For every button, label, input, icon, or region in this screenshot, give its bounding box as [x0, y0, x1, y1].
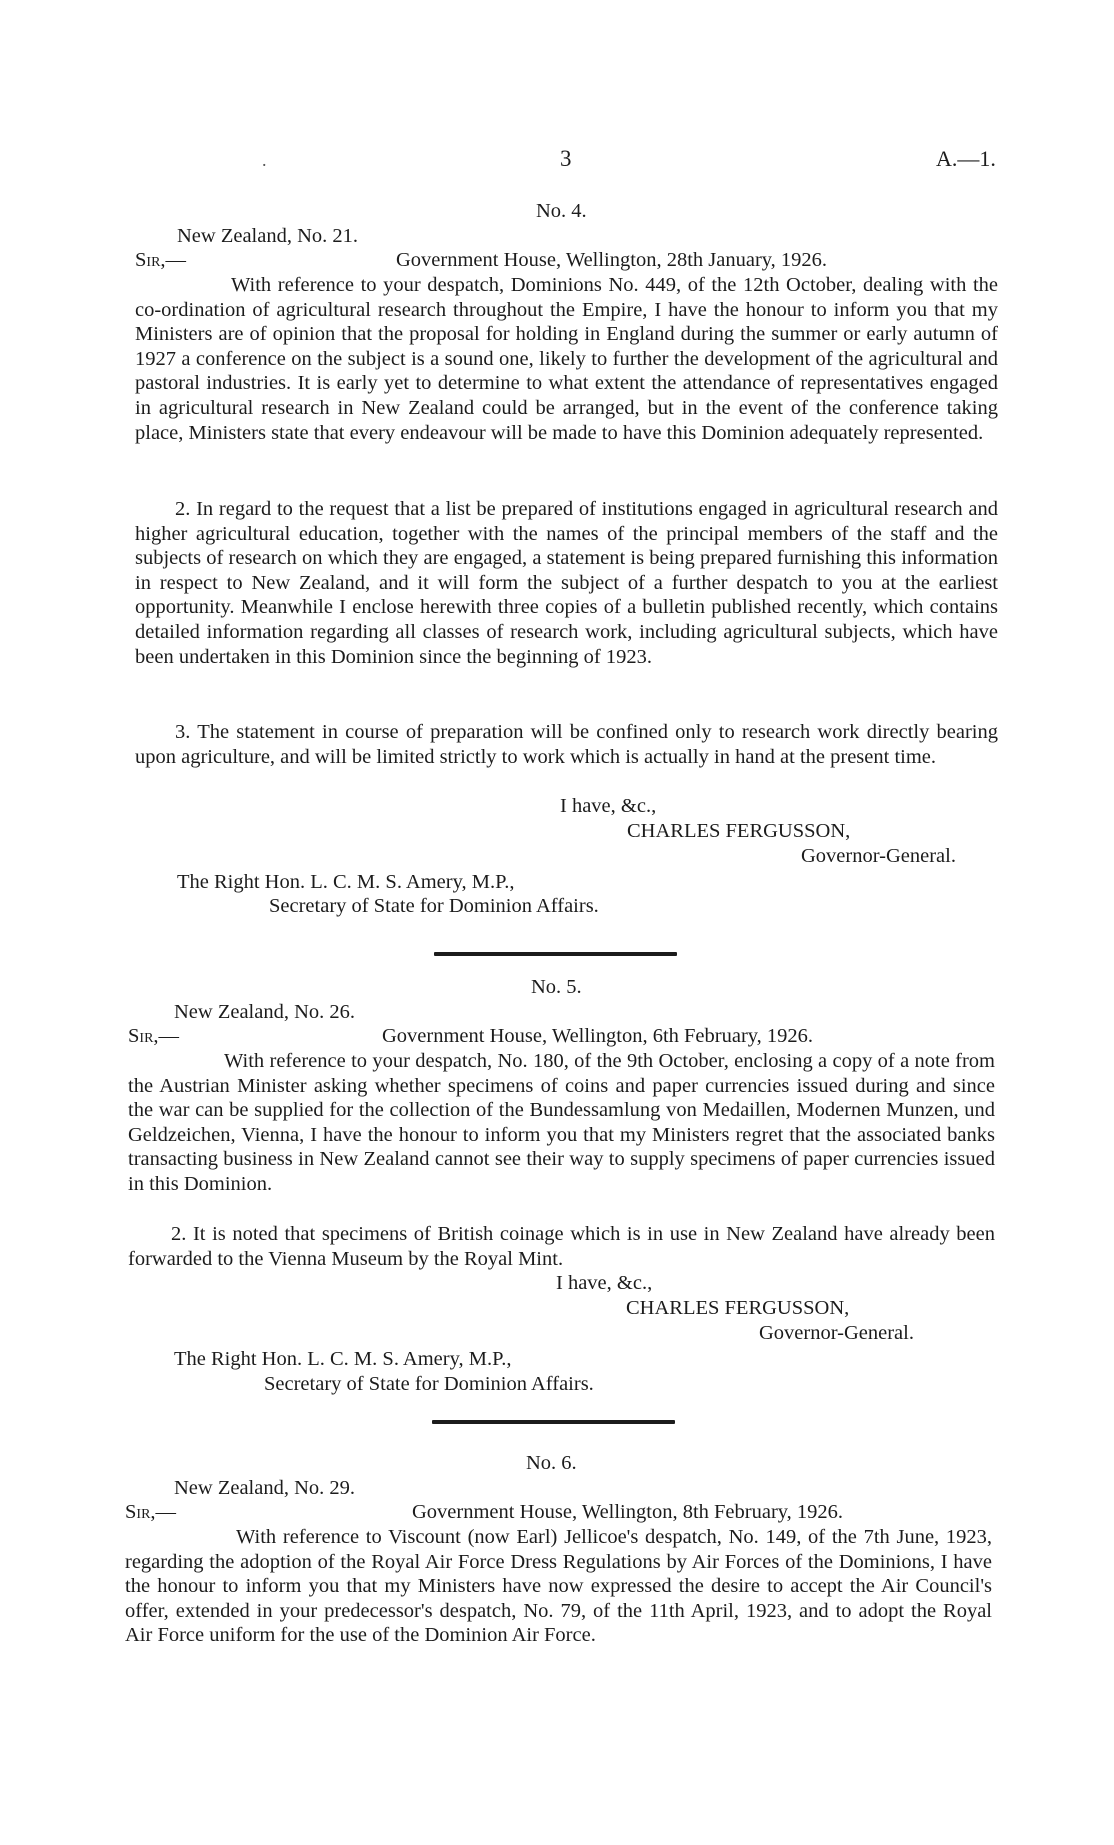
- despatch-5-signatory: CHARLES FERGUSSON,: [626, 1297, 850, 1319]
- despatch-4-signatory-title: Governor-General.: [801, 845, 956, 867]
- despatch-4-place-date: Government House, Wellington, 28th January, 1926.: [396, 249, 828, 271]
- despatch-5-salutation: Sir,—: [128, 1025, 180, 1047]
- despatch-4-number: No. 4.: [536, 200, 587, 222]
- despatch-5-closing: I have, &c.,: [556, 1272, 653, 1294]
- despatch-4-signatory: CHARLES FERGUSSON,: [627, 820, 851, 842]
- despatch-4-salutation: Sir,—: [135, 249, 187, 271]
- despatch-6-salutation: Sir,—: [125, 1501, 177, 1523]
- despatch-6-paragraph-1: With reference to Viscount (now Earl) Jellicoe's despatch, No. 149, of the 7th June, 1923, regarding the adoption of the Royal Air Force Dress Regulations by Air Forces of the Dominions, I have the honour to inform you that my Ministers have now expressed the desire to accept the Air Council's offer, extended in your predecessor's despatch, No. 79, of the 11th April, 1923, and to adopt the Royal Air Force uniform for the use of the Dominion Air Force.: [125, 1526, 992, 1647]
- despatch-5-number: No. 5.: [531, 976, 582, 998]
- despatch-4-addressee-title: Secretary of State for Dominion Affairs.: [269, 895, 599, 917]
- despatch-6-ref: New Zealand, No. 29.: [174, 1477, 356, 1499]
- despatch-4-paragraph-3: 3. The statement in course of preparation will be confined only to research work directly bearing upon agriculture, and will be limited strictly to work which is actually in hand at the present time.: [135, 721, 998, 768]
- section-divider: [432, 1420, 675, 1424]
- despatch-4-paragraph-1: With reference to your despatch, Dominions No. 449, of the 12th October, dealing with the co-ordination of agricultural research throughout the Empire, I have the honour to inform you that my Ministers are of opinion that the proposal for holding in England during the summer or early autumn of 1927 a conference on the subject is a sound one, likely to further the development of the agricultural and pastoral industries. It is early yet to determine to what extent the attendance of representatives engaged in agricultural research in New Zealand could be arranged, but in the event of the conference taking place, Ministers state that every endeavour will be made to have this Dominion adequately represented.: [135, 274, 998, 444]
- despatch-5-addressee-title: Secretary of State for Dominion Affairs.: [264, 1373, 594, 1395]
- despatch-4-paragraph-2: 2. In regard to the request that a list be prepared of institutions engaged in agricultural research and higher agricultural education, together with the names of the principal members of the staff and the subjects of research on which they are engaged, a statement is being prepared furnishing this information in respect to New Zealand, and it will form the subject of a further despatch to you at the earliest opportunity. Meanwhile I enclose herewith three copies of a bulletin published recently, which contains detailed information regarding all classes of research work, including agricultural subjects, which have been undertaken in this Dominion since the beginning of 1923.: [135, 498, 998, 668]
- section-divider: [434, 952, 677, 956]
- despatch-4-ref: New Zealand, No. 21.: [177, 225, 359, 247]
- despatch-5-ref: New Zealand, No. 26.: [174, 1001, 356, 1023]
- despatch-5-paragraph-2: 2. It is noted that specimens of British coinage which is in use in New Zealand have already been forwarded to the Vienna Museum by the Royal Mint.: [128, 1223, 995, 1270]
- stray-mark: .: [262, 150, 267, 170]
- despatch-4-addressee: The Right Hon. L. C. M. S. Amery, M.P.,: [177, 871, 515, 893]
- despatch-5-place-date: Government House, Wellington, 6th February, 1926.: [382, 1025, 814, 1047]
- page-number: 3: [560, 146, 572, 171]
- document-reference: A.—1.: [936, 146, 996, 171]
- despatch-4-closing: I have, &c.,: [560, 795, 657, 817]
- despatch-5-signatory-title: Governor-General.: [759, 1322, 914, 1344]
- despatch-6-number: No. 6.: [526, 1452, 577, 1474]
- despatch-5-addressee: The Right Hon. L. C. M. S. Amery, M.P.,: [174, 1348, 512, 1370]
- despatch-6-place-date: Government House, Wellington, 8th February, 1926.: [412, 1501, 844, 1523]
- despatch-5-paragraph-1: With reference to your despatch, No. 180, of the 9th October, enclosing a copy of a note from the Austrian Minister asking whether specimens of coins and paper currencies issued during and since the war can be supplied for the collection of the Bundessamlung von Medaillen, Modernen Munzen, und Geldzeichen, Vienna, I have the honour to inform you that my Ministers regret that the associated banks transacting business in New Zealand cannot see their way to supply specimens of paper currencies issued in this Dominion.: [128, 1050, 995, 1195]
